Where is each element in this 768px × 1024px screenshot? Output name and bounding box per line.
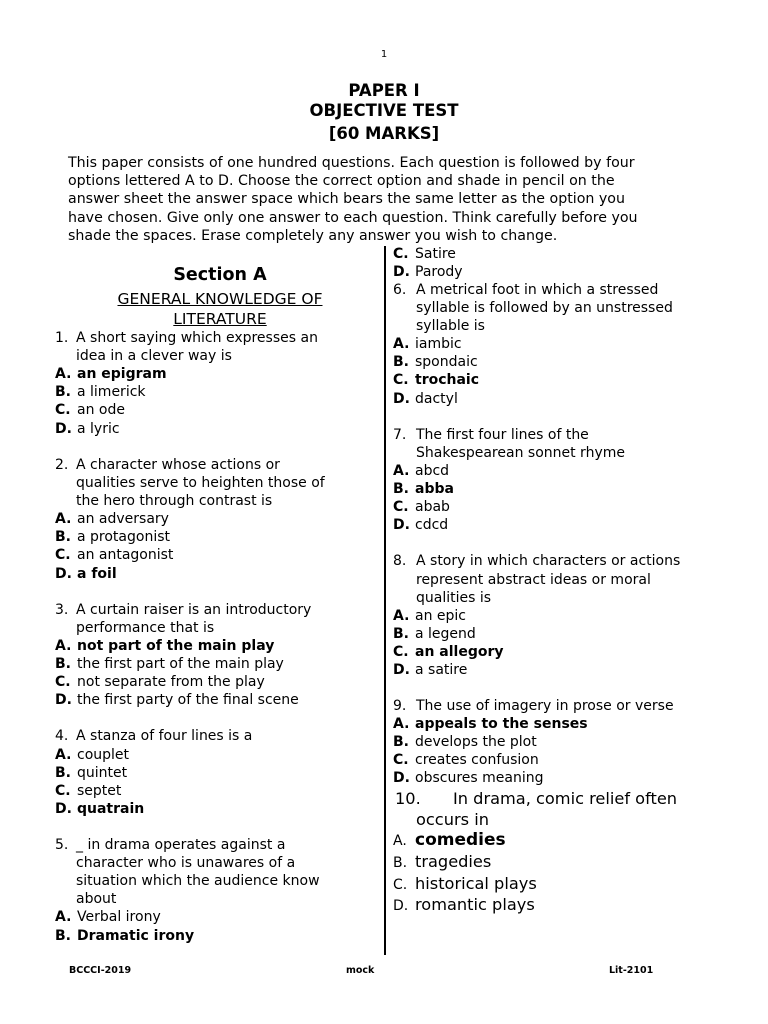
- question-text: Shakespearean sonnet rhyme: [416, 445, 625, 461]
- option-a: A. comedies: [393, 830, 506, 850]
- question-text: idea in a clever way is: [76, 348, 232, 364]
- option-a: A. an adversary: [55, 511, 169, 527]
- option-a: A. an epigram: [55, 366, 167, 382]
- question-text: A metrical foot in which a stressed: [416, 282, 659, 298]
- section-title: Section A: [173, 265, 267, 285]
- question-text: occurs in: [416, 810, 489, 829]
- footer-center: mock: [346, 965, 375, 976]
- question-number: 5.: [55, 837, 69, 853]
- option-a: A. not part of the main play: [55, 638, 275, 654]
- option-d: D. quatrain: [55, 801, 145, 817]
- option-b: B. the first part of the main play: [55, 656, 284, 672]
- option-b: B. a limerick: [55, 384, 146, 400]
- option-c: C. an ode: [55, 402, 125, 418]
- option-d: D. cdcd: [393, 517, 449, 533]
- footer-right: Lit-2101: [609, 965, 654, 976]
- question-text: qualities serve to heighten those of: [76, 475, 325, 491]
- option-b: B. spondaic: [393, 354, 478, 370]
- question-text: A stanza of four lines is a: [76, 728, 253, 744]
- column-divider: [384, 246, 386, 955]
- option-b: B. develops the plot: [393, 734, 537, 750]
- option-b: B. a legend: [393, 626, 476, 642]
- option-d: D. the first party of the final scene: [55, 692, 299, 708]
- option-a: A. appeals to the senses: [393, 716, 588, 732]
- question-text: syllable is followed by an unstressed: [416, 300, 673, 316]
- question-number: 9.: [393, 698, 407, 714]
- question-text: _ in drama operates against a: [76, 837, 286, 853]
- test-title: OBJECTIVE TEST: [309, 101, 459, 120]
- question-number: 1.: [55, 330, 69, 346]
- question-text: A short saying which expresses an: [76, 330, 318, 346]
- option-b: B. quintet: [55, 765, 128, 781]
- option-c: C. Satire: [393, 246, 456, 262]
- instruction-line: have chosen. Give only one answer to each question. Think carefully before you: [68, 209, 638, 226]
- marks-title: [60 MARKS]: [328, 124, 440, 143]
- option-c: C. an allegory: [393, 644, 504, 660]
- option-b: B. Dramatic irony: [55, 928, 195, 944]
- question-text: qualities is: [416, 590, 492, 606]
- option-a: A. abcd: [393, 463, 450, 479]
- option-d: D. a satire: [393, 662, 468, 678]
- question-text: about: [76, 891, 117, 907]
- section-subtitle: GENERAL KNOWLEDGE OF: [117, 290, 323, 308]
- paper-title: PAPER I: [348, 81, 420, 100]
- option-a: A. Verbal irony: [55, 909, 161, 925]
- option-d: D. romantic plays: [393, 895, 535, 914]
- option-c: C. historical plays: [393, 874, 537, 893]
- option-c: C. septet: [55, 783, 122, 799]
- option-a: A. couplet: [55, 747, 130, 763]
- option-b: B. a protagonist: [55, 529, 170, 545]
- option-a: A. an epic: [393, 608, 466, 624]
- option-d: D. a lyric: [55, 421, 120, 437]
- question-number: 10.: [395, 789, 421, 808]
- question-text: A curtain raiser is an introductory: [76, 602, 312, 618]
- question-text: In drama, comic relief often: [453, 789, 678, 808]
- section-subtitle: LITERATURE: [173, 310, 267, 328]
- question-text: A story in which characters or actions: [416, 553, 681, 569]
- instruction-line: This paper consists of one hundred questions. Each question is followed by four: [68, 155, 635, 171]
- question-number: 8.: [393, 553, 407, 569]
- option-c: C. not separate from the play: [55, 674, 265, 690]
- option-b: B. tragedies: [393, 852, 492, 871]
- instruction-line: options lettered A to D. Choose the correct option and shade in pencil on the: [68, 173, 615, 190]
- option-d: D. Parody: [393, 264, 463, 280]
- instructions: [68, 154, 708, 245]
- option-d: D. a foil: [55, 566, 117, 582]
- option-c: C. trochaic: [393, 372, 480, 388]
- option-c: C. abab: [393, 499, 450, 515]
- page-number: 1: [380, 49, 388, 60]
- question-number: 3.: [55, 602, 69, 618]
- instruction-line: shade the spaces. Erase completely any answer you wish to change.: [68, 227, 558, 244]
- question-number: 4.: [55, 728, 69, 744]
- option-a: A. iambic: [393, 336, 462, 352]
- option-d: D. dactyl: [393, 391, 458, 407]
- question-number: 7.: [393, 427, 407, 443]
- option-c: C. creates confusion: [393, 752, 539, 768]
- question-text: represent abstract ideas or moral: [416, 572, 651, 588]
- option-b: B. abba: [393, 481, 454, 497]
- question-text: A character whose actions or: [76, 457, 280, 473]
- question-text: the hero through contrast is: [76, 493, 273, 509]
- question-number: 2.: [55, 457, 69, 473]
- question-text: situation which the audience know: [76, 873, 320, 889]
- question-text: The first four lines of the: [416, 427, 589, 443]
- question-text: syllable is: [416, 318, 485, 334]
- footer-left: BCCCI-2019: [69, 965, 132, 976]
- question-number: 6.: [393, 282, 407, 298]
- option-c: C. an antagonist: [55, 547, 174, 563]
- option-d: D. obscures meaning: [393, 770, 544, 786]
- question-text: performance that is: [76, 620, 215, 636]
- question-text: character who is unawares of a: [76, 855, 296, 871]
- question-text: The use of imagery in prose or verse: [416, 698, 674, 714]
- instruction-line: answer sheet the answer space which bears the same letter as the option you: [68, 191, 625, 208]
